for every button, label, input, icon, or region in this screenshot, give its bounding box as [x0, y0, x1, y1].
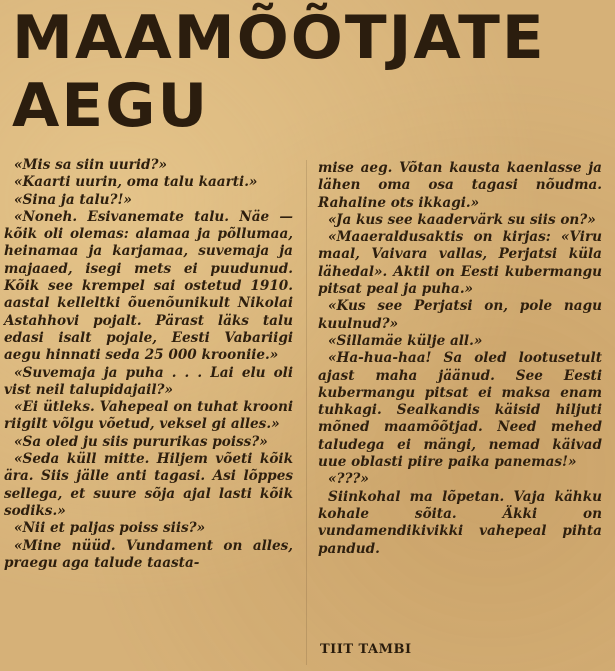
paragraph: «Kaarti uurin, oma talu kaarti.»: [14, 174, 258, 191]
headline-line-1: MAAMÕÕTJATE: [12, 3, 546, 73]
paragraph: «???»: [328, 471, 369, 488]
paragraph: «Seda küll mitte. Hiljem võeti kõik ära. Siis jälle anti tagasi. Asi lõppes sellega, et suure sõja ajal lasti kõik sodiks.»: [4, 451, 293, 519]
left-column: [4, 157, 293, 572]
column-divider: [306, 160, 307, 665]
paragraph: «Sina ja talu?!»: [14, 191, 132, 208]
paragraph: «Noneh. Esivanemate talu. Näe — kõik oli olemas: alamaa ja põllumaa, heinamaa ja karjamaa, suvemaja ja majaaed, isegi mets ei puudunud. Kõik see krempel sai ostetud 1910. aastal kelleltki õuenõunikult Nikolai Astahhovi pojalt. Pärast läks talu edasi isalt pojale, Eesti Vabariigi aegu hinnati seda 25 000 krooniie.»: [4, 208, 293, 364]
paragraph: mise aeg. Võtan kausta kaenlasse ja lähen oma osa tagasi nõudma. Rahaline ots ikkagi.»: [318, 160, 602, 211]
paragraph: «Kus see Perjatsi on, pole nagu kuulnud?»: [318, 298, 602, 332]
headline: [12, 4, 615, 140]
paragraph: «Nii et paljas poiss siis?»: [14, 520, 206, 537]
headline-line-2: AEGU: [12, 71, 210, 141]
paragraph: «Ja kus see kaadervärk su siis on?»: [328, 211, 596, 228]
paragraph: «Mine nüüd. Vundament on alles, praegu aga talude taasta-: [4, 537, 293, 571]
paragraph: «Ha-hua-haa! Sa oled lootusetult ajast maha jäänud. See Eesti kubermangu pitsat ei maksa enam tuhkagi. Sealkandis käisid hiljuti mõned maamõõtjad. Need mehed taludega ei mängi, nemad käivad uue oblasti piire paika panemas!»: [318, 350, 602, 471]
paragraph: «Sillamäe külje all.»: [328, 332, 483, 349]
paragraph: «Suvemaja ja puha . . . Lai elu oli vist neil talupidajail?»: [4, 364, 293, 398]
paragraph: «Mis sa siin uurid?»: [14, 157, 167, 173]
paragraph: Siinkohal ma lõpetan. Vaja kähku kohale sõita. Äkki on vundamendikivikki vahepeal pihta pandud.: [318, 488, 602, 557]
paragraph: «Sa oled ju siis pururikas poiss?»: [14, 433, 268, 450]
right-column: [318, 160, 602, 558]
paragraph: «Maaeraldusaktis on kirjas: «Viru maal, Vaivara vallas, Perjatsi küla lähedal». Aktil on Eesti kubermangu pitsat peal ja puha.»: [318, 229, 602, 298]
paragraph: «Ei ütleks. Vahepeal on tuhat krooni riigilt võlgu võetud, veksel gi alles.»: [4, 399, 293, 433]
author-byline: TIIT TAMBI: [320, 642, 412, 657]
